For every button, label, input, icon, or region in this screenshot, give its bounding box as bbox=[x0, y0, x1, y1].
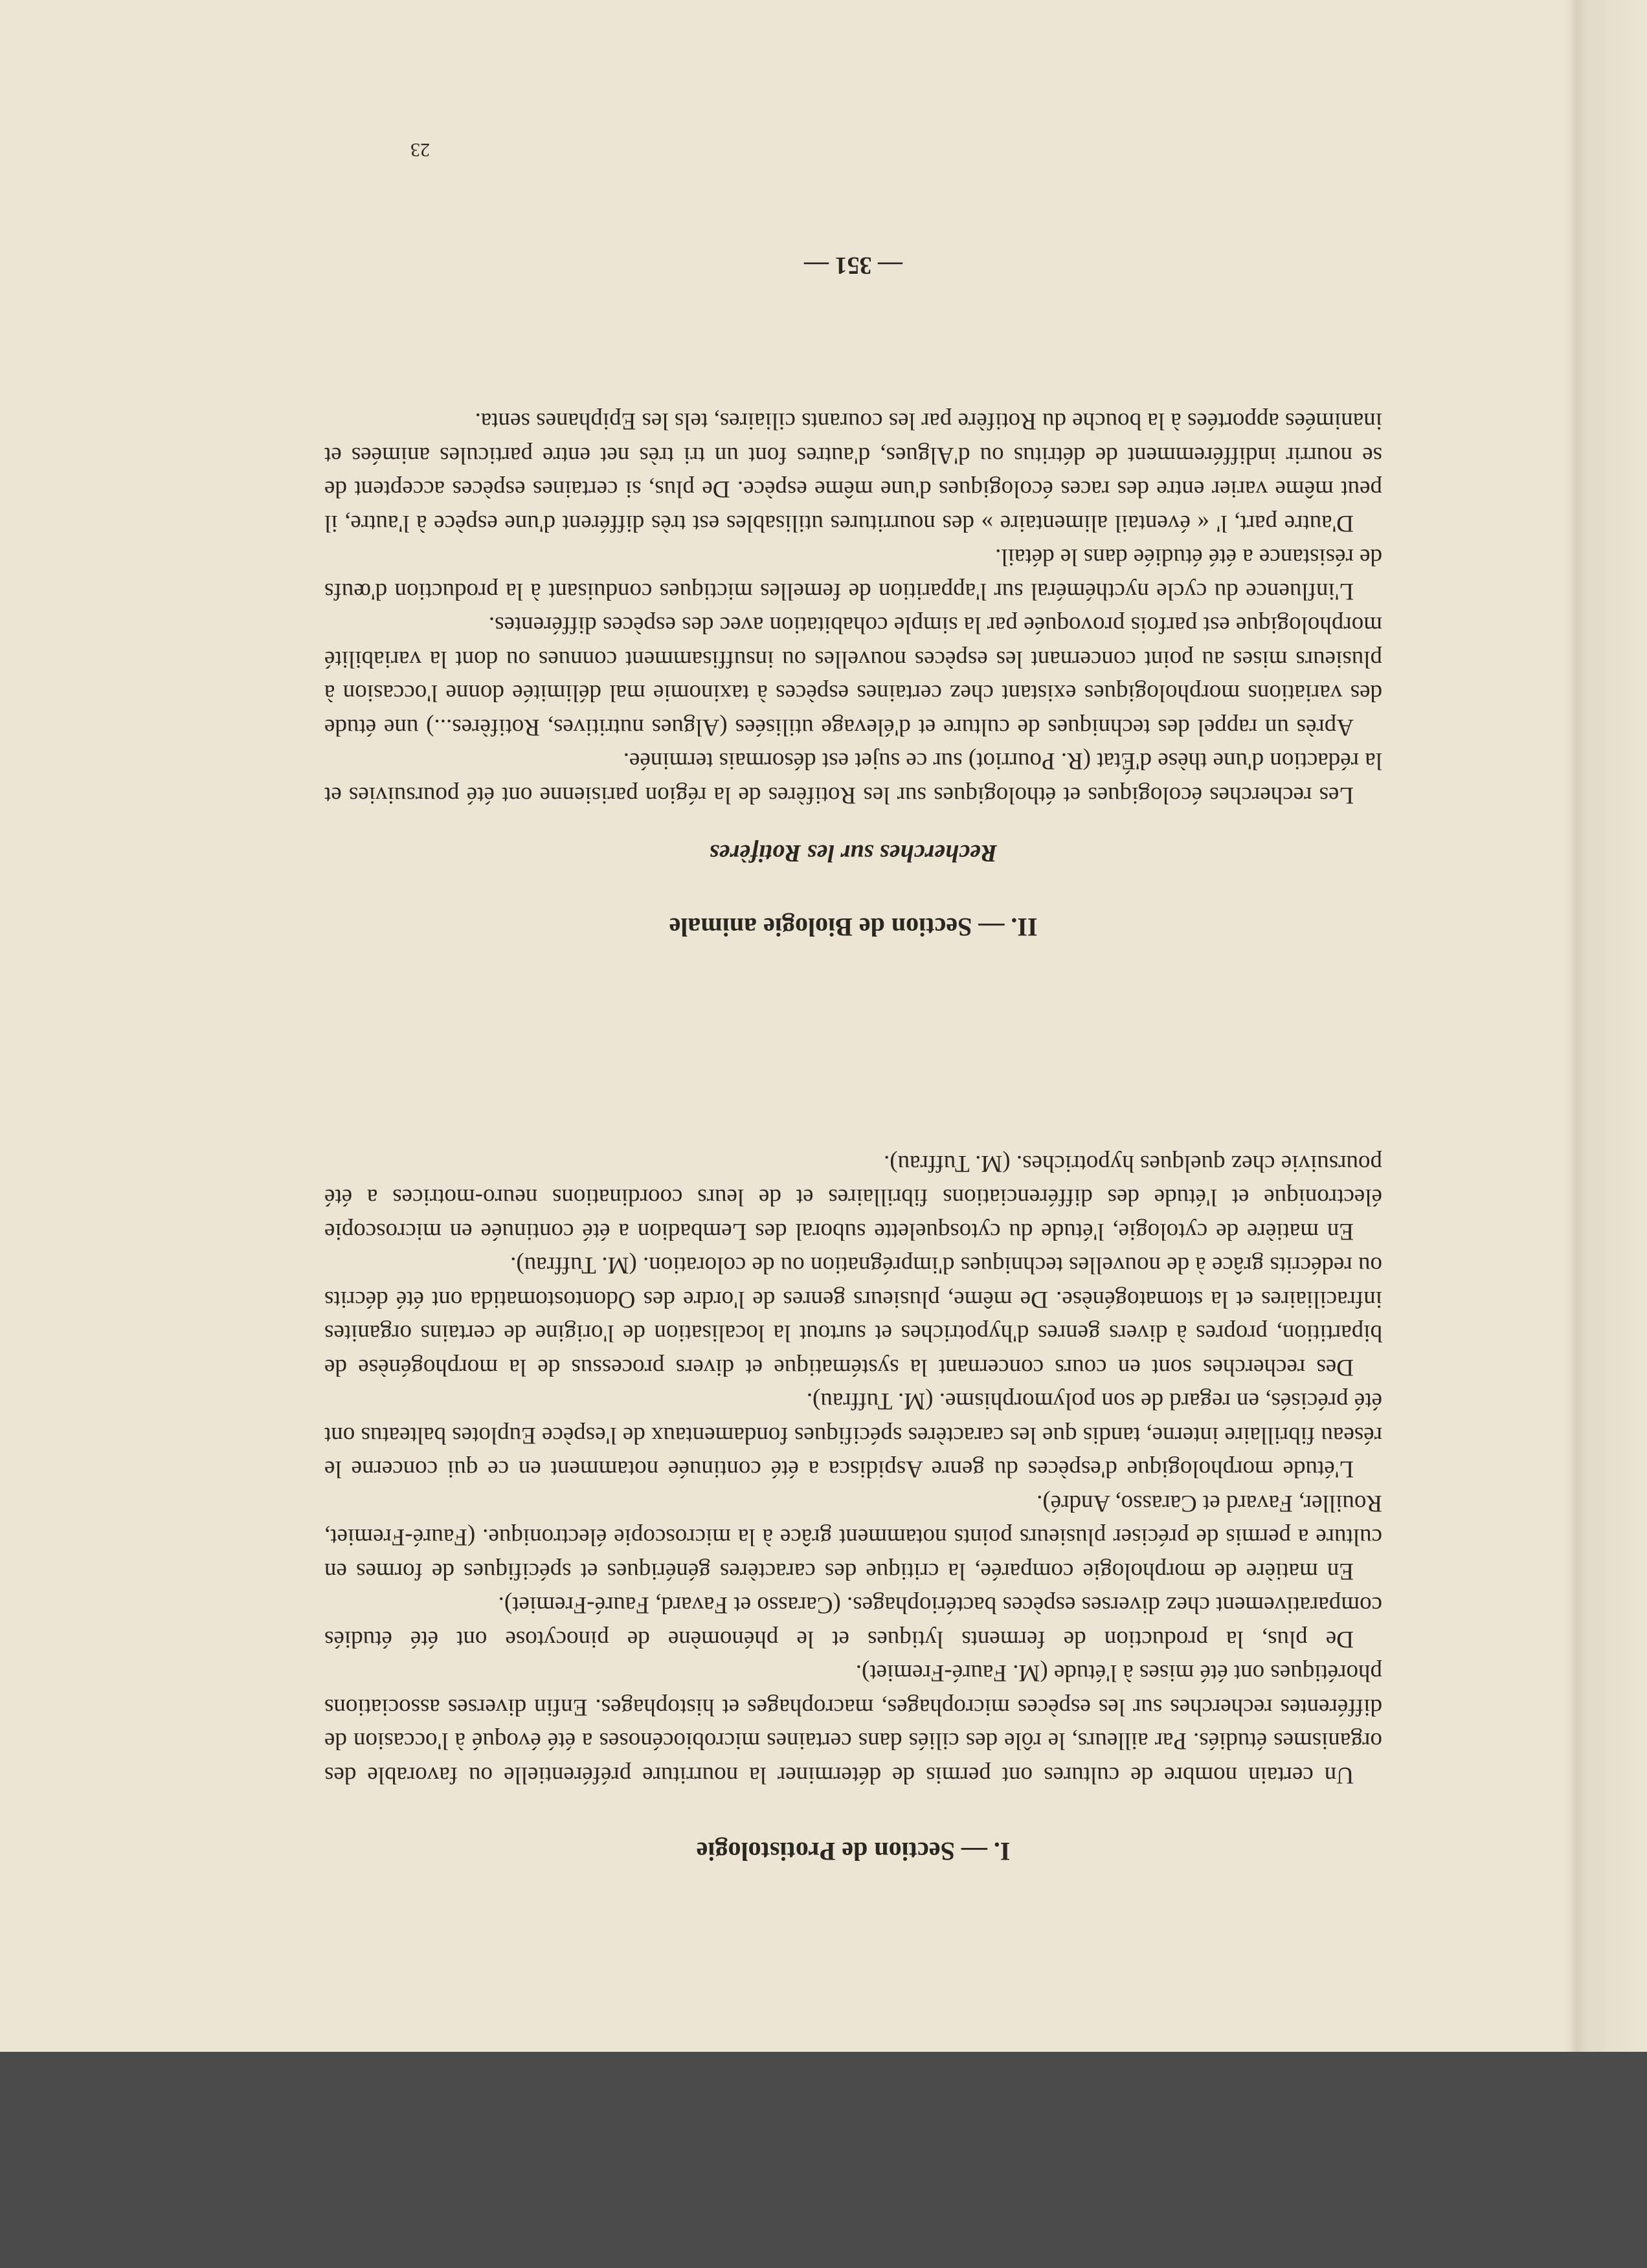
paragraph: D'autre part, l' « éventail alimentaire » des nourritures utilisables est très différent d'une espèce à l'autre, il peut même varier entre des races écologiques d'une même espèce. De plus, si certaines espèces acceptent de se nourrir indifféremment de détritus ou d'Algues, d'autres font un tri très net entre particules animées et inanimées apportées à la bouche du Rotifère par les courants ciliaires, tels les Epiphanes senta. bbox=[324, 408, 1382, 537]
paragraph: Après un rappel des techniques de culture et d'élevage utilisées (Algues nutritives, Rotifères...) une étude des variations morphologiques existant chez certaines espèces à taxinomie mal délimitée donne l'occasion à plusieurs mises au point concernant les espèces nouvelles ou insuffisamment connues ou dont la variabilité morphologique est parfois provoquée par la simple cohabitation avec des espèces différentes. bbox=[324, 612, 1382, 740]
paragraph: En matière de cytologie, l'étude du cytosquelette suboral des Lembadion a été continuée en microscopie électronique et l'étude des différenciations fibrillaires et de leurs coordinations neuro-motrices a été poursuivie chez quelques hypotriches. (M. Tuffrau). bbox=[324, 1150, 1382, 1245]
scanner-background bbox=[0, 2052, 1647, 2268]
page-number: — 351 — bbox=[804, 252, 902, 279]
paragraph: Un certain nombre de cultures ont permis de déterminer la nourriture préférentielle ou favorable des organismes étudiés. Par ailleurs, le rôle des ciliés dans certaines microbiocénoses a été évoqué à l'occasion de différentes recherches sur les espèces microphages, macrophages et histophages. Enfin diverses associations phorétiques ont été mises à l'étude (M. Fauré-Fremiet). bbox=[324, 1660, 1382, 1788]
section-1-body bbox=[324, 1146, 1382, 1792]
paragraph: L'étude morphologique d'espèces du genre Aspidisca a été continuée notamment en ce qui concerne le réseau fibrillaire interne, tandis que les caractères spécifiques fondamentaux de l'espèce Euplotes balteatus ont été précisés, en regard de son polymorphisme. (M. Tuffrau). bbox=[324, 1388, 1382, 1483]
paragraph: L'influence du cycle nycthéméral sur l'apparition de femelles mictiques conduisant à la production d'œufs de résistance a été étudiée dans le détail. bbox=[324, 544, 1382, 605]
paragraph: Des recherches sont en cours concernant la systématique et divers processus de la morphogénèse de bipartition, propres à divers genres d'hypotriches et surtout la localisation de l'origine de certains organites infraciliaires et la stomatogénèse. De même, plusieurs genres de l'ordre des Odontostomatida ont été décrits ou redécrits grâce à de nouvelles techniques d'imprégnation ou de coloration. (M. Tuffrau). bbox=[324, 1252, 1382, 1381]
section-2-subtitle: Recherches sur les Rotifères bbox=[709, 839, 998, 867]
folio-number: 23 bbox=[410, 139, 430, 161]
paragraph: De plus, la production de ferments lytiques et le phénomène de pinocytose ont été étudiés comparativement chez diverses espèces bactériophages. (Carasso et Favard, Fauré-Fremiet). bbox=[324, 1592, 1382, 1652]
section-2-body bbox=[324, 404, 1382, 812]
section-2-title: II. — Section de Biologie animale bbox=[669, 913, 1038, 942]
paragraph: Les recherches écologiques et éthologiques sur les Rotifères de la région parisienne ont été poursuivies et la rédaction d'une thèse d'État (R. Pourriot) sur ce sujet est désormais terminée. bbox=[324, 748, 1382, 808]
paragraph: En matière de morphologie comparée, la critique des caractères génériques et spécifiques de formes en culture a permis de préciser plusieurs points notamment grâce à la microscopie électronique. (Fauré-Fremiet, Rouiller, Favard et Carasso, André). bbox=[324, 1490, 1382, 1584]
section-1-title: I. — Section de Protistologie bbox=[696, 1837, 1011, 1866]
